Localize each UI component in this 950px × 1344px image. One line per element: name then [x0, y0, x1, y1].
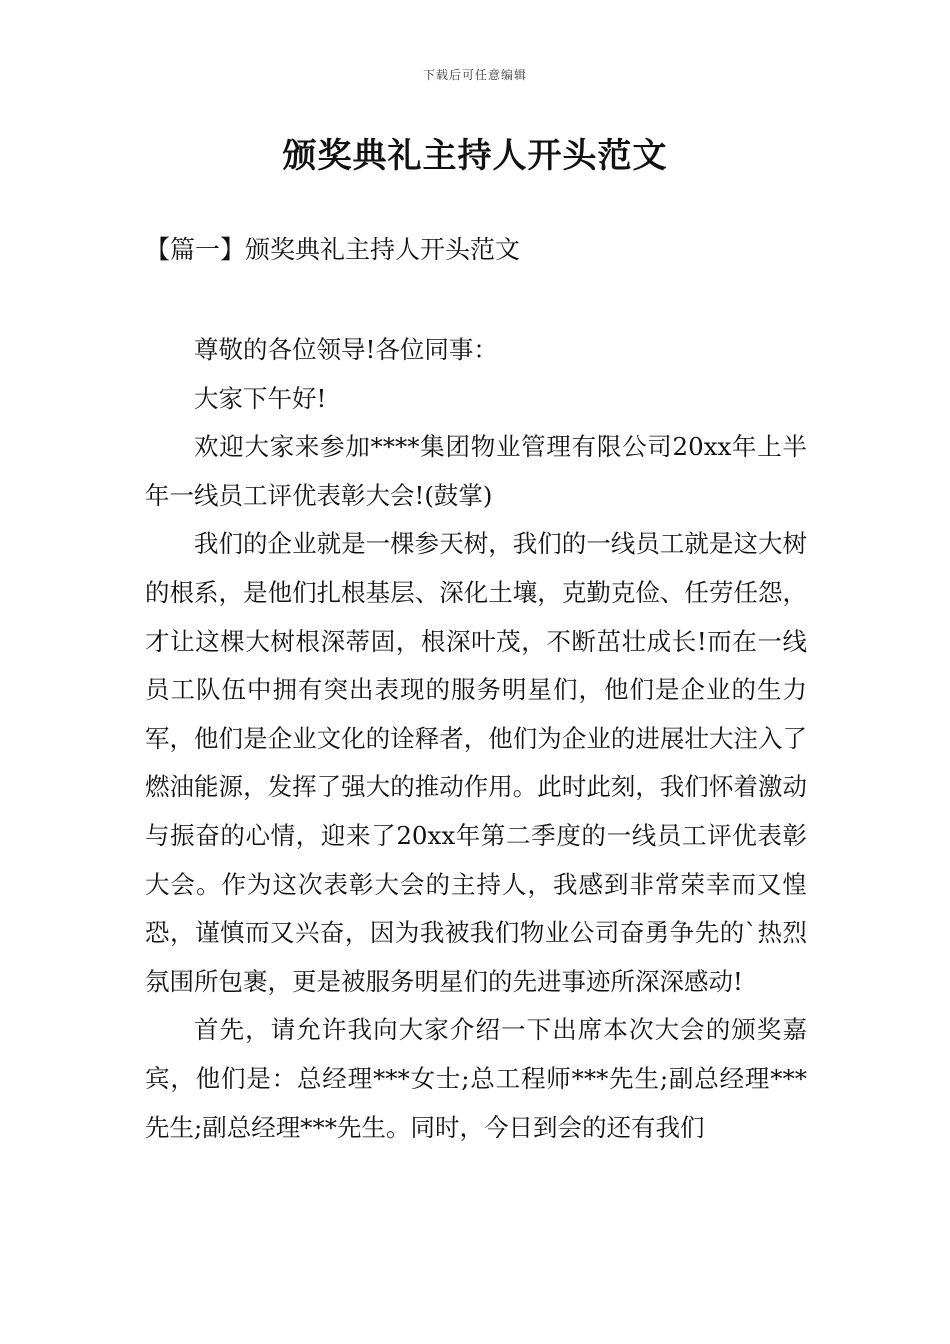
header-note: 下载后可任意编辑	[422, 68, 527, 82]
paragraph-guests: 首先，请允许我向大家介绍一下出席本次大会的颁奖嘉宾，他们是：总经理***女士;总工程师***先生;副总经理***先生;副总经理***先生。同时，今日到会的还有我们	[145, 1015, 807, 1142]
paragraph-welcome: 欢迎大家来参加****集团物业管理有限公司20xx年上半年一线员工评优表彰大会!(鼓掌)	[145, 432, 807, 510]
paragraph-main: 我们的企业就是一棵参天树，我们的一线员工就是这大树的根系，是他们扎根基层、深化土壤，克勤克俭、任劳任怨，才让这棵大树根深蒂固，根深叶茂，不断茁壮成长!而在一线员工队伍中拥有突出表现的服务明星们，他们是企业的生力军，他们是企业文化的诠释者，他们为企业的进展壮大注入了燃油能源，发挥了强大的推动作用。此时此刻，我们怀着激动与振奋的心情，迎来了20xx年第二季度的一线员工评优表彰大会。作为这次表彰大会的主持人，我感到非常荣幸而又惶恐，谨慎而又兴奋，因为我被我们物业公司奋勇争先的`热烈氛围所包裹，更是被服务明星们的先进事迹所深深感动!	[145, 529, 807, 996]
paragraph-good-afternoon: 大家下午好!	[194, 383, 327, 413]
document-title: 颁奖典礼主持人开头范文	[282, 136, 668, 176]
paragraph-greeting: 尊敬的各位领导!各位同事：	[194, 335, 498, 364]
section-heading: 【篇一】颁奖典礼主持人开头范文	[145, 235, 521, 264]
document-body	[145, 326, 807, 1152]
